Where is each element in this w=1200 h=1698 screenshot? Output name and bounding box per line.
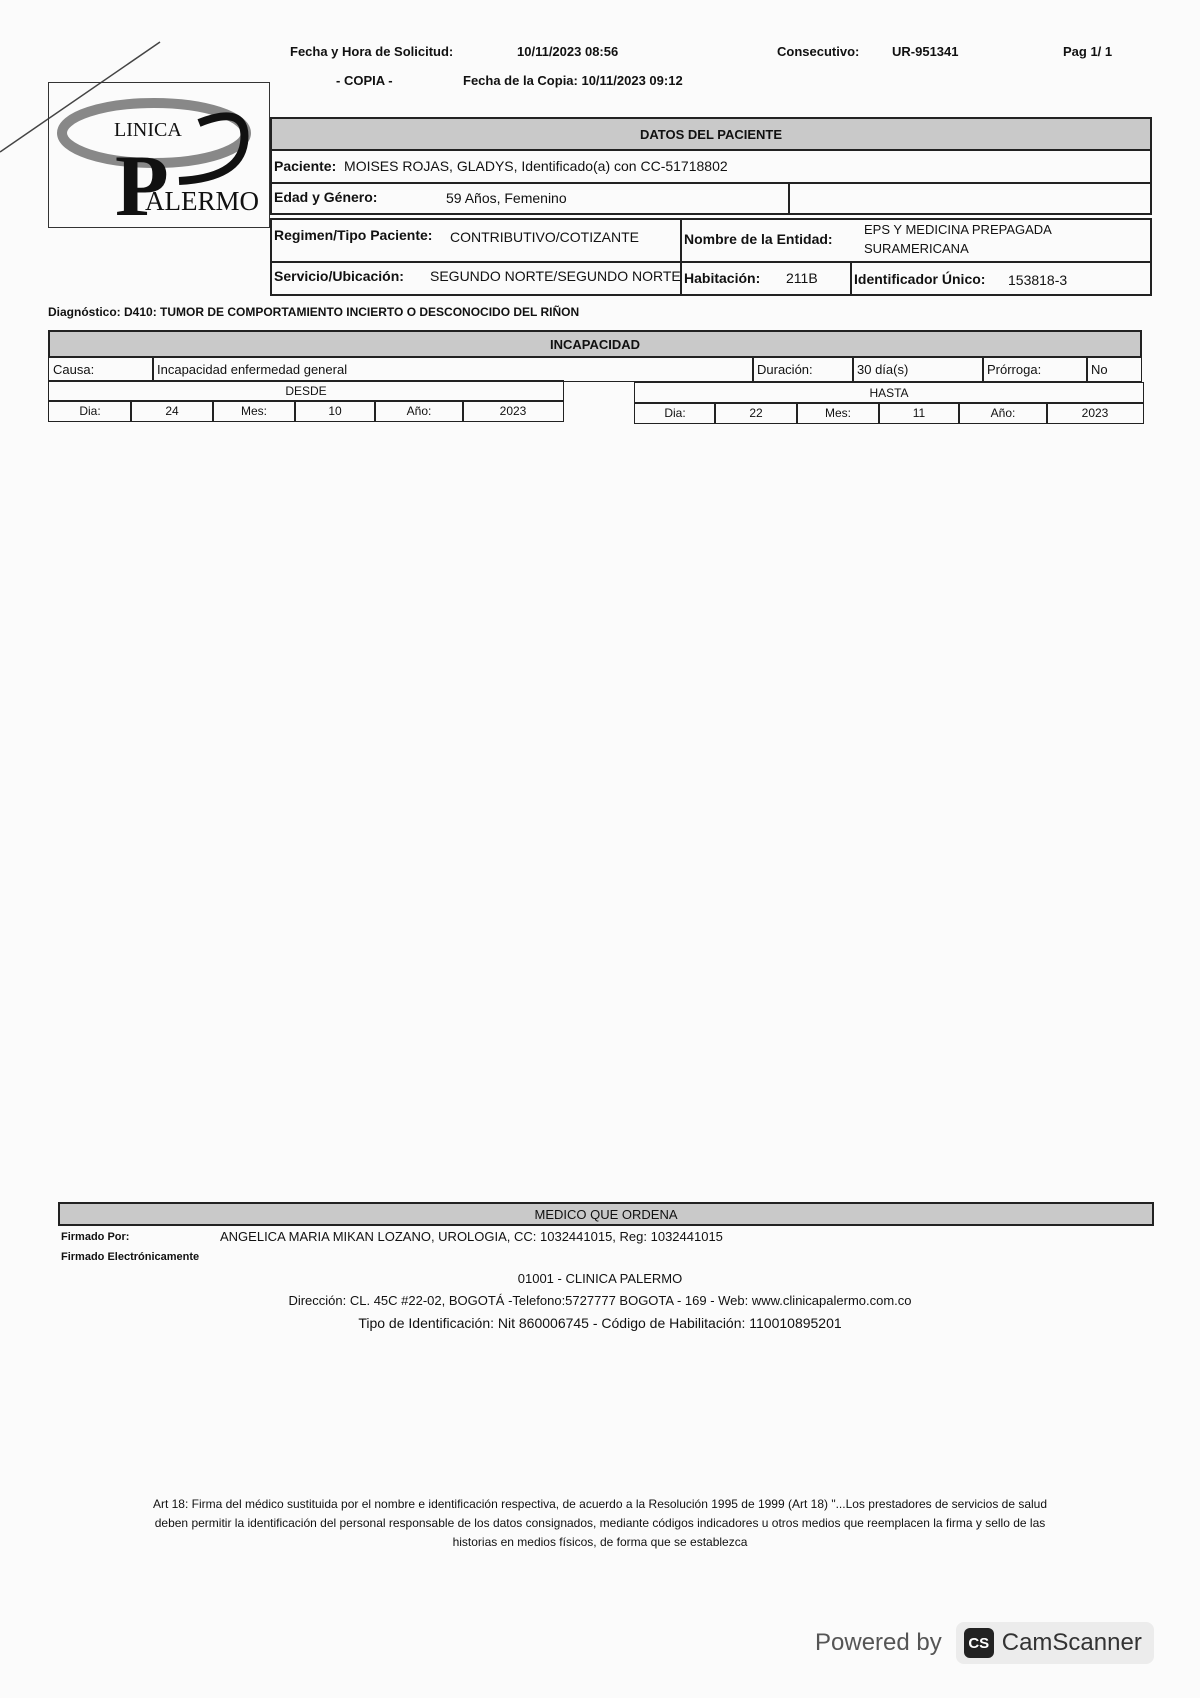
extension-label: Prórroga: [982, 356, 1088, 382]
uid-value: 153818-3 [1008, 272, 1068, 288]
age-label: Edad y Género: [274, 189, 378, 205]
page-number: Pag 1/ 1 [1063, 44, 1113, 59]
from-day-label: Dia: [48, 400, 132, 422]
age-value: 59 Años, Femenino [446, 190, 567, 206]
room-value: 211B [786, 270, 818, 286]
service-value: SEGUNDO NORTE/SEGUNDO NORTE [430, 268, 681, 284]
cause-value: Incapacidad enfermedad general [152, 356, 754, 382]
camscanner-icon: CS [964, 1628, 994, 1658]
copy-date: Fecha de la Copia: 10/11/2023 09:12 [463, 73, 683, 88]
duration-value: 30 día(s) [852, 356, 984, 382]
patient-name-value: MOISES ROJAS, GLADYS, Identificado(a) con CC-51718802 [344, 158, 728, 174]
from-year-value: 2023 [462, 400, 564, 422]
from-title: DESDE [48, 380, 564, 402]
clinic-code-name: 01001 - CLINICA PALERMO [517, 1271, 683, 1286]
cause-label: Causa: [48, 356, 154, 382]
camscanner-brand: CamScanner [1001, 1629, 1142, 1656]
legal-line-2: deben permitir la identificación del personal responsable de los datos consignados, mediante códigos indicadores u otros medios que reemplacen la firma y sello de las [154, 1516, 1046, 1530]
legal-line-1: Art 18: Firma del médico sustituida por el nombre e identificación respectiva, de acuerdo a la Resolución 1995 de 1999 (Art 18) "...Los prestadores de servicios de salud [152, 1497, 1048, 1511]
to-month-value: 11 [878, 402, 960, 424]
to-title: HASTA [634, 382, 1144, 404]
patient-section-title: DATOS DEL PACIENTE [270, 117, 1152, 151]
from-month-value: 10 [294, 400, 376, 422]
camscanner-watermark [815, 1622, 1154, 1664]
to-month-label: Mes: [796, 402, 880, 424]
to-day-label: Dia: [634, 402, 716, 424]
uid-label: Identificador Único: [854, 271, 986, 287]
legal-line-3: historias en medios físicos, de forma que se establezca [452, 1535, 748, 1549]
logo-top-text: LINICA [114, 119, 182, 141]
regime-value: CONTRIBUTIVO/COTIZANTE [450, 229, 639, 245]
entity-value-line2: SURAMERICANA [864, 241, 969, 256]
signed-electronically: Firmado Electrónicamente [61, 1251, 200, 1263]
entity-value-line1: EPS Y MEDICINA PREPAGADA [864, 222, 1052, 237]
powered-by-text: Powered by [815, 1629, 942, 1656]
extension-value: No [1086, 356, 1142, 382]
from-month-label: Mes: [212, 400, 296, 422]
signed-by-value: ANGELICA MARIA MIKAN LOZANO, UROLOGIA, CC: 1032441015, Reg: 1032441015 [220, 1229, 723, 1244]
incapacity-title: INCAPACIDAD [48, 330, 1142, 358]
request-date-label: Fecha y Hora de Solicitud: [290, 44, 454, 59]
patient-row-text [274, 158, 728, 174]
entity-label: Nombre de la Entidad: [684, 231, 833, 247]
patient-name-label: Paciente: [274, 158, 337, 174]
regime-label: Regimen/Tipo Paciente: [274, 227, 433, 243]
to-year-value: 2023 [1046, 402, 1144, 424]
from-day-value: 24 [130, 400, 214, 422]
logo-big-letter: P [115, 138, 169, 235]
clinic-logo [48, 82, 270, 235]
clinic-address: Dirección: CL. 45C #22-02, BOGOTÁ -Telefono:5727777 BOGOTA - 169 - Web: www.clinicapalermo.com.co [288, 1293, 912, 1308]
request-date-value: 10/11/2023 08:56 [517, 44, 619, 59]
clinic-identification: Tipo de Identificación: Nit 860006745 - Código de Habilitación: 110010895201 [358, 1315, 842, 1331]
to-year-label: Año: [958, 402, 1048, 424]
from-year-label: Año: [374, 400, 464, 422]
logo-bottom-text: ALERMO [145, 186, 259, 216]
doctor-section-title: MEDICO QUE ORDENA [58, 1202, 1154, 1226]
duration-label: Duración: [752, 356, 854, 382]
service-label: Servicio/Ubicación: [274, 268, 404, 284]
diagnosis: Diagnóstico: D410: TUMOR DE COMPORTAMIENTO INCIERTO O DESCONOCIDO DEL RIÑON [48, 305, 580, 319]
to-day-value: 22 [714, 402, 798, 424]
room-label: Habitación: [684, 270, 761, 286]
camscanner-badge [956, 1622, 1154, 1664]
signed-by-label: Firmado Por: [61, 1231, 130, 1243]
empty-cell [788, 182, 1152, 215]
copy-label: - COPIA - [336, 73, 393, 88]
consecutive-value: UR-951341 [892, 44, 959, 59]
consecutive-label: Consecutivo: [777, 44, 860, 59]
